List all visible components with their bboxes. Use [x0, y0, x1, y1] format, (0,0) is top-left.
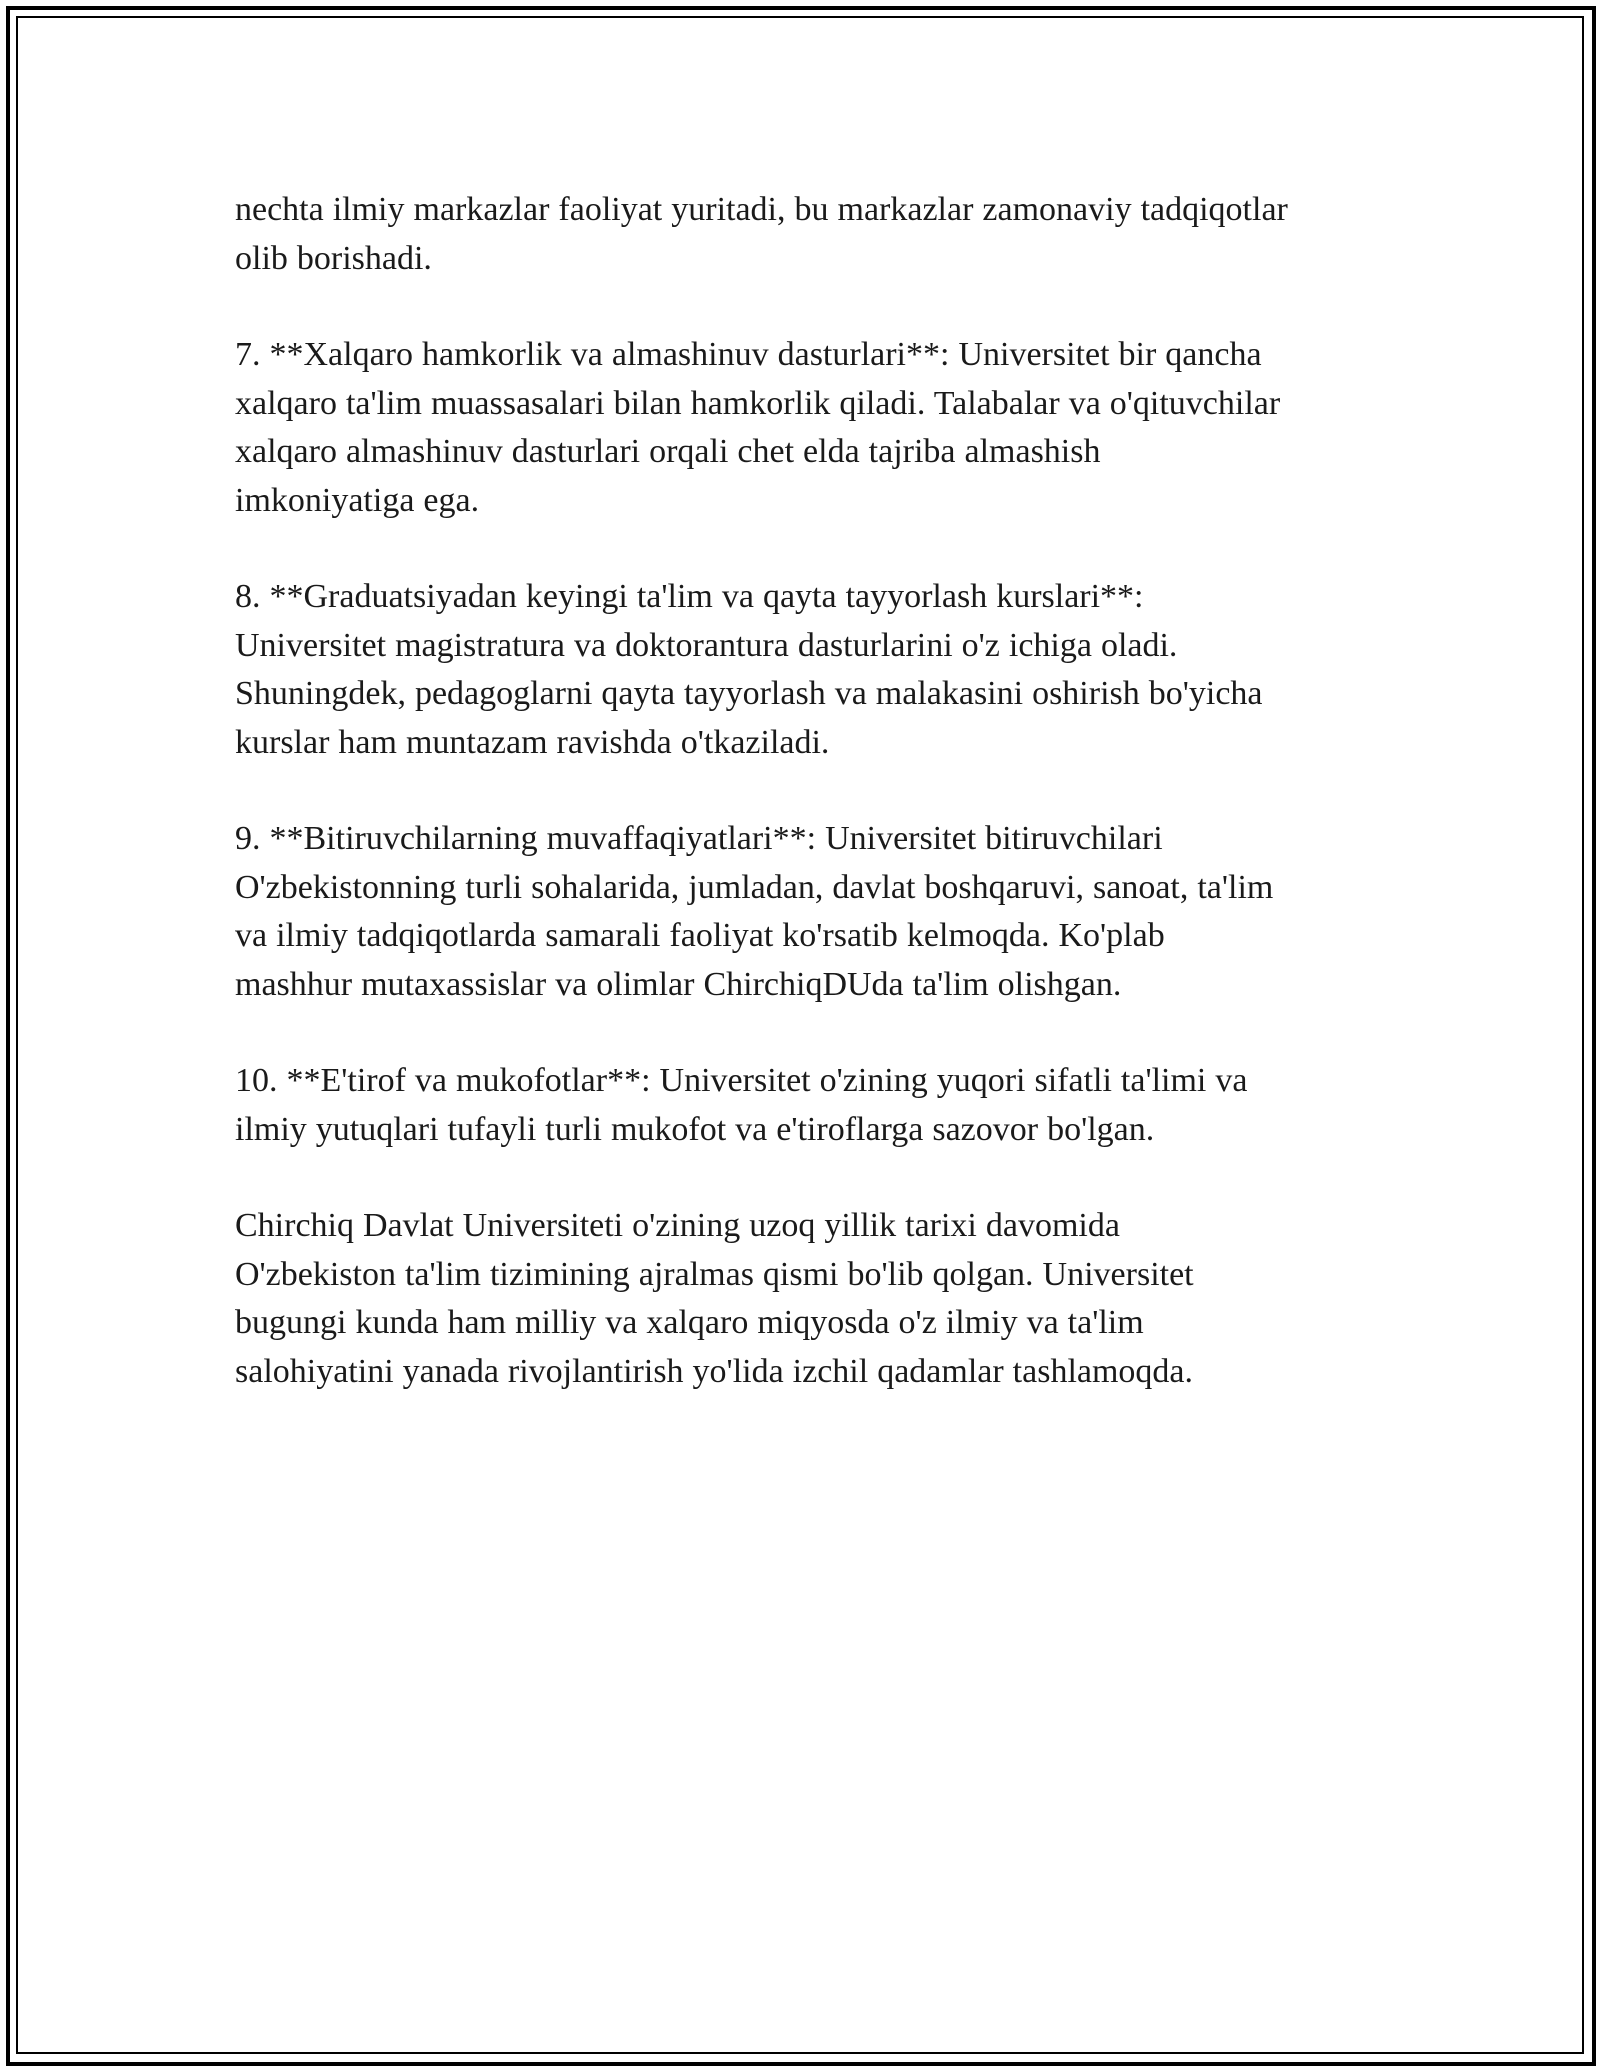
paragraph-postgraduate-education: 8. **Graduatsiyadan keyingi ta'lim va qayta tayyorlash kurslari**: Universitet magistratura va doktorantura dasturlarini o'z ichiga oladi. Shuningdek, pedagoglarni qayta tayyorlash va malakasini oshirish bo'yicha kurslar ham muntazam ravishda o'tkaziladi. — [235, 578, 1263, 761]
paragraph-awards: 10. **E'tirof va mukofotlar**: Universitet o'zining yuqori sifatli ta'limi va ilmiy yutuqlari tufayli turli mukofot va e'tiroflarga sazovor bo'lgan. — [235, 1062, 1248, 1148]
paragraph-international-cooperation: 7. **Xalqaro hamkorlik va almashinuv dasturlari**: Universitet bir qancha xalqaro ta'lim muassasalari bilan hamkorlik qiladi. Talabalar va o'qituvchilar xalqaro almashinuv dasturlari orqali chet elda tajriba almashish imkoniyatiga ega. — [235, 336, 1281, 519]
document-body — [235, 186, 1375, 1444]
paragraph-graduate-success: 9. **Bitiruvchilarning muvaffaqiyatlari**: Universitet bitiruvchilari O'zbekistonning turli sohalarida, jumladan, davlat boshqaruvi, sanoat, ta'lim va ilmiy tadqiqotlarda samarali faoliyat ko'rsatib kelmoqda. Ko'plab mashhur mutaxassislar va olimlar ChirchiqDUda ta'lim olishgan. — [235, 820, 1274, 1003]
paragraph-research-centers: nechta ilmiy markazlar faoliyat yuritadi, bu markazlar zamonaviy tadqiqotlar olib borishadi. — [235, 191, 1288, 277]
paragraph-conclusion: Chirchiq Davlat Universiteti o'zining uzoq yillik tarixi davomida O'zbekiston ta'lim tizimining ajralmas qismi bo'lib qolgan. Universitet bugungi kunda ham milliy va xalqaro miqyosda o'z ilmiy va ta'lim salohiyatini yanada rivojlantirish yo'lida izchil qadamlar tashlamoqda. — [235, 1207, 1194, 1390]
